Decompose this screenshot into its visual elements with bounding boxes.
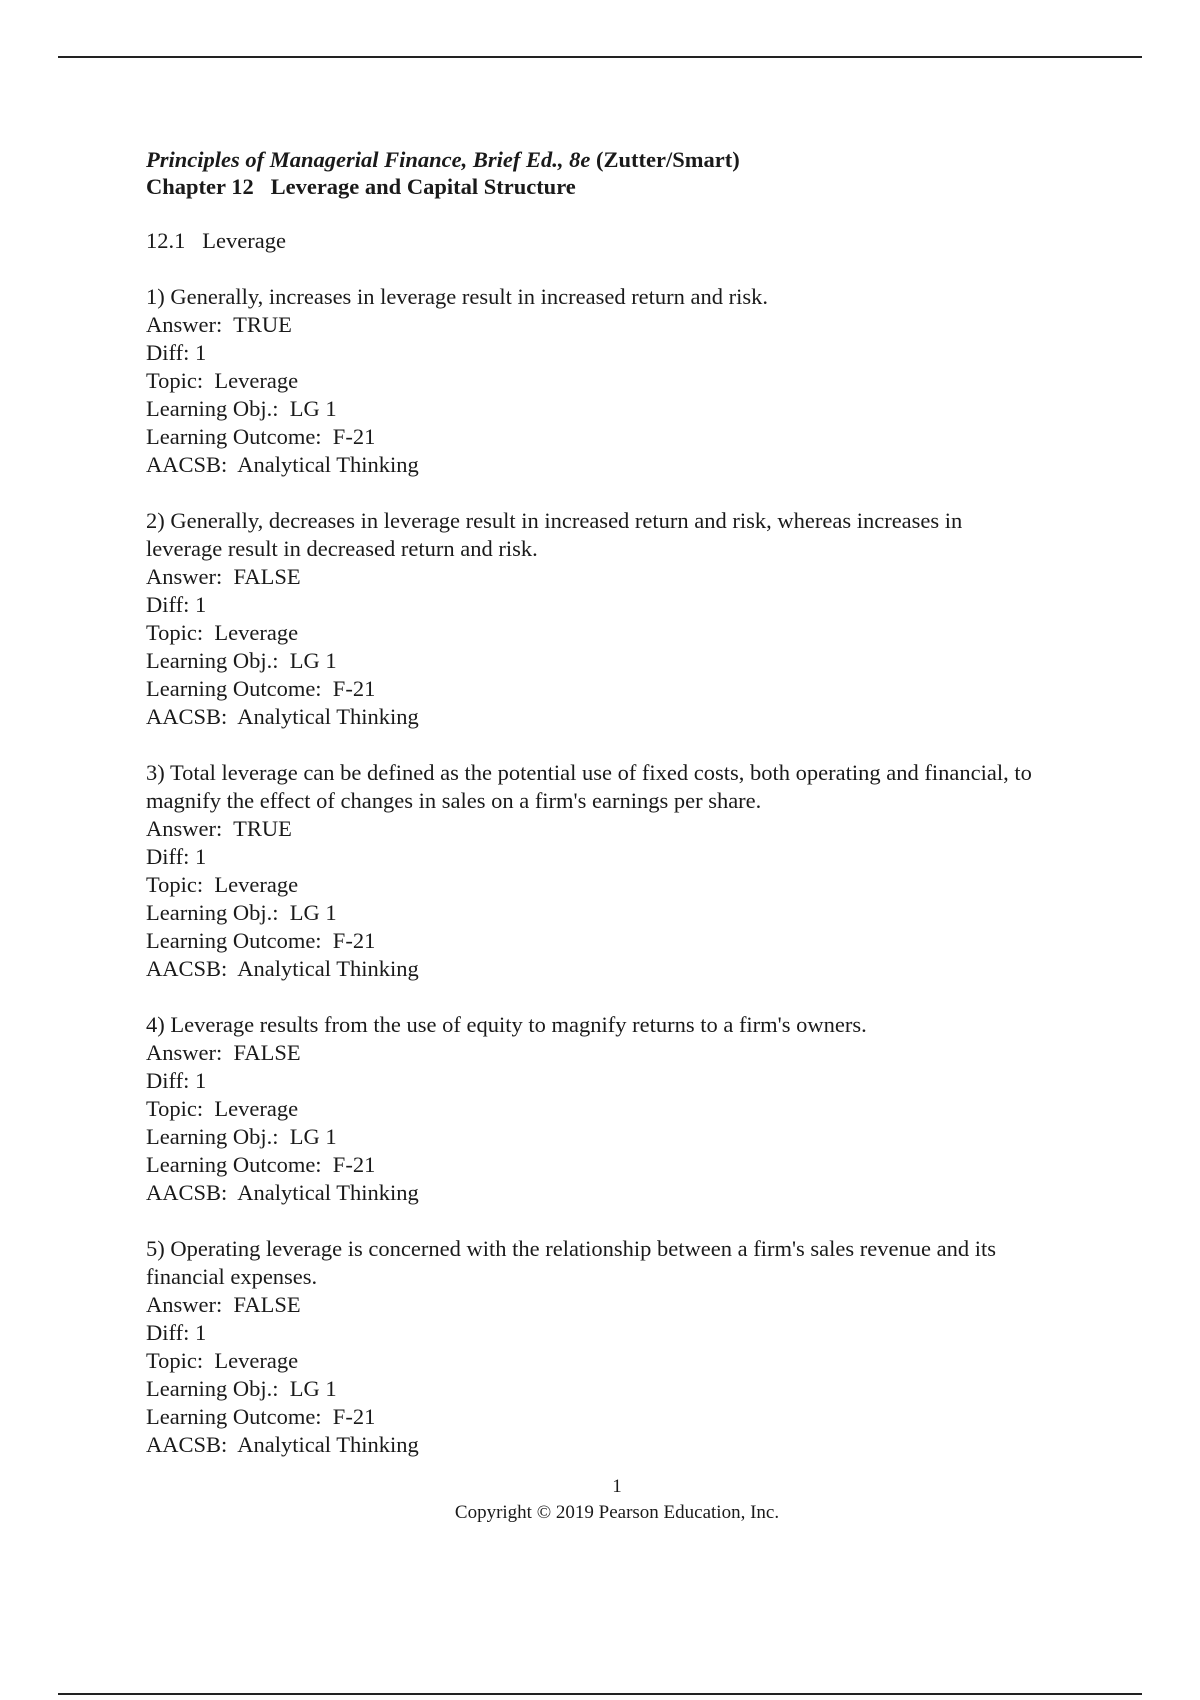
book-authors: (Zutter/Smart) <box>596 147 740 172</box>
bottom-rule <box>58 1693 1142 1695</box>
question-5 <box>146 1235 1106 1459</box>
aacsb-line: AACSB: Analytical Thinking <box>146 704 419 729</box>
learning-outcome-line: Learning Outcome: F-21 <box>146 676 376 701</box>
top-rule <box>58 56 1142 58</box>
answer-line: Answer: FALSE <box>146 1292 301 1317</box>
section-title: 12.1 Leverage <box>146 228 286 253</box>
topic-line: Topic: Leverage <box>146 1096 299 1121</box>
diff-line: Diff: 1 <box>146 1320 207 1345</box>
page-content <box>146 146 1106 1459</box>
diff-line: Diff: 1 <box>146 592 207 617</box>
book-header <box>146 146 1106 173</box>
answer-line: Answer: TRUE <box>146 312 292 337</box>
question-text: 2) Generally, decreases in leverage result in increased return and risk, whereas increases in leverage result in decreased return and risk. <box>146 508 963 561</box>
learning-outcome-line: Learning Outcome: F-21 <box>146 424 376 449</box>
learning-outcome-line: Learning Outcome: F-21 <box>146 928 376 953</box>
book-title: Principles of Managerial Finance, Brief Ed., 8e <box>146 147 591 172</box>
topic-line: Topic: Leverage <box>146 1348 299 1373</box>
copyright-notice: Copyright © 2019 Pearson Education, Inc. <box>454 1502 780 1523</box>
learning-obj-line: Learning Obj.: LG 1 <box>146 648 337 673</box>
answer-line: Answer: FALSE <box>146 564 301 589</box>
topic-line: Topic: Leverage <box>146 872 299 897</box>
answer-line: Answer: TRUE <box>146 816 292 841</box>
page-number: 1 <box>612 1476 622 1497</box>
question-text: 4) Leverage results from the use of equity to magnify returns to a firm's owners. <box>146 1012 867 1037</box>
learning-obj-line: Learning Obj.: LG 1 <box>146 900 337 925</box>
learning-outcome-line: Learning Outcome: F-21 <box>146 1404 376 1429</box>
learning-outcome-line: Learning Outcome: F-21 <box>146 1152 376 1177</box>
question-4 <box>146 1011 1106 1207</box>
question-3 <box>146 759 1106 983</box>
topic-line: Topic: Leverage <box>146 620 299 645</box>
question-2 <box>146 507 1106 731</box>
diff-line: Diff: 1 <box>146 1068 207 1093</box>
topic-line: Topic: Leverage <box>146 368 299 393</box>
chapter-title: Chapter 12 Leverage and Capital Structure <box>146 174 576 199</box>
learning-obj-line: Learning Obj.: LG 1 <box>146 1376 337 1401</box>
aacsb-line: AACSB: Analytical Thinking <box>146 956 419 981</box>
diff-line: Diff: 1 <box>146 340 207 365</box>
diff-line: Diff: 1 <box>146 844 207 869</box>
learning-obj-line: Learning Obj.: LG 1 <box>146 1124 337 1149</box>
question-text: 1) Generally, increases in leverage result in increased return and risk. <box>146 284 769 309</box>
answer-line: Answer: FALSE <box>146 1040 301 1065</box>
question-text: 5) Operating leverage is concerned with the relationship between a firm's sales revenue and its financial expenses. <box>146 1236 996 1289</box>
aacsb-line: AACSB: Analytical Thinking <box>146 1180 419 1205</box>
learning-obj-line: Learning Obj.: LG 1 <box>146 396 337 421</box>
aacsb-line: AACSB: Analytical Thinking <box>146 1432 419 1457</box>
aacsb-line: AACSB: Analytical Thinking <box>146 452 419 477</box>
question-text: 3) Total leverage can be defined as the potential use of fixed costs, both operating and financial, to magnify the effect of changes in sales on a firm's earnings per share. <box>146 760 1032 813</box>
question-1 <box>146 283 1106 479</box>
